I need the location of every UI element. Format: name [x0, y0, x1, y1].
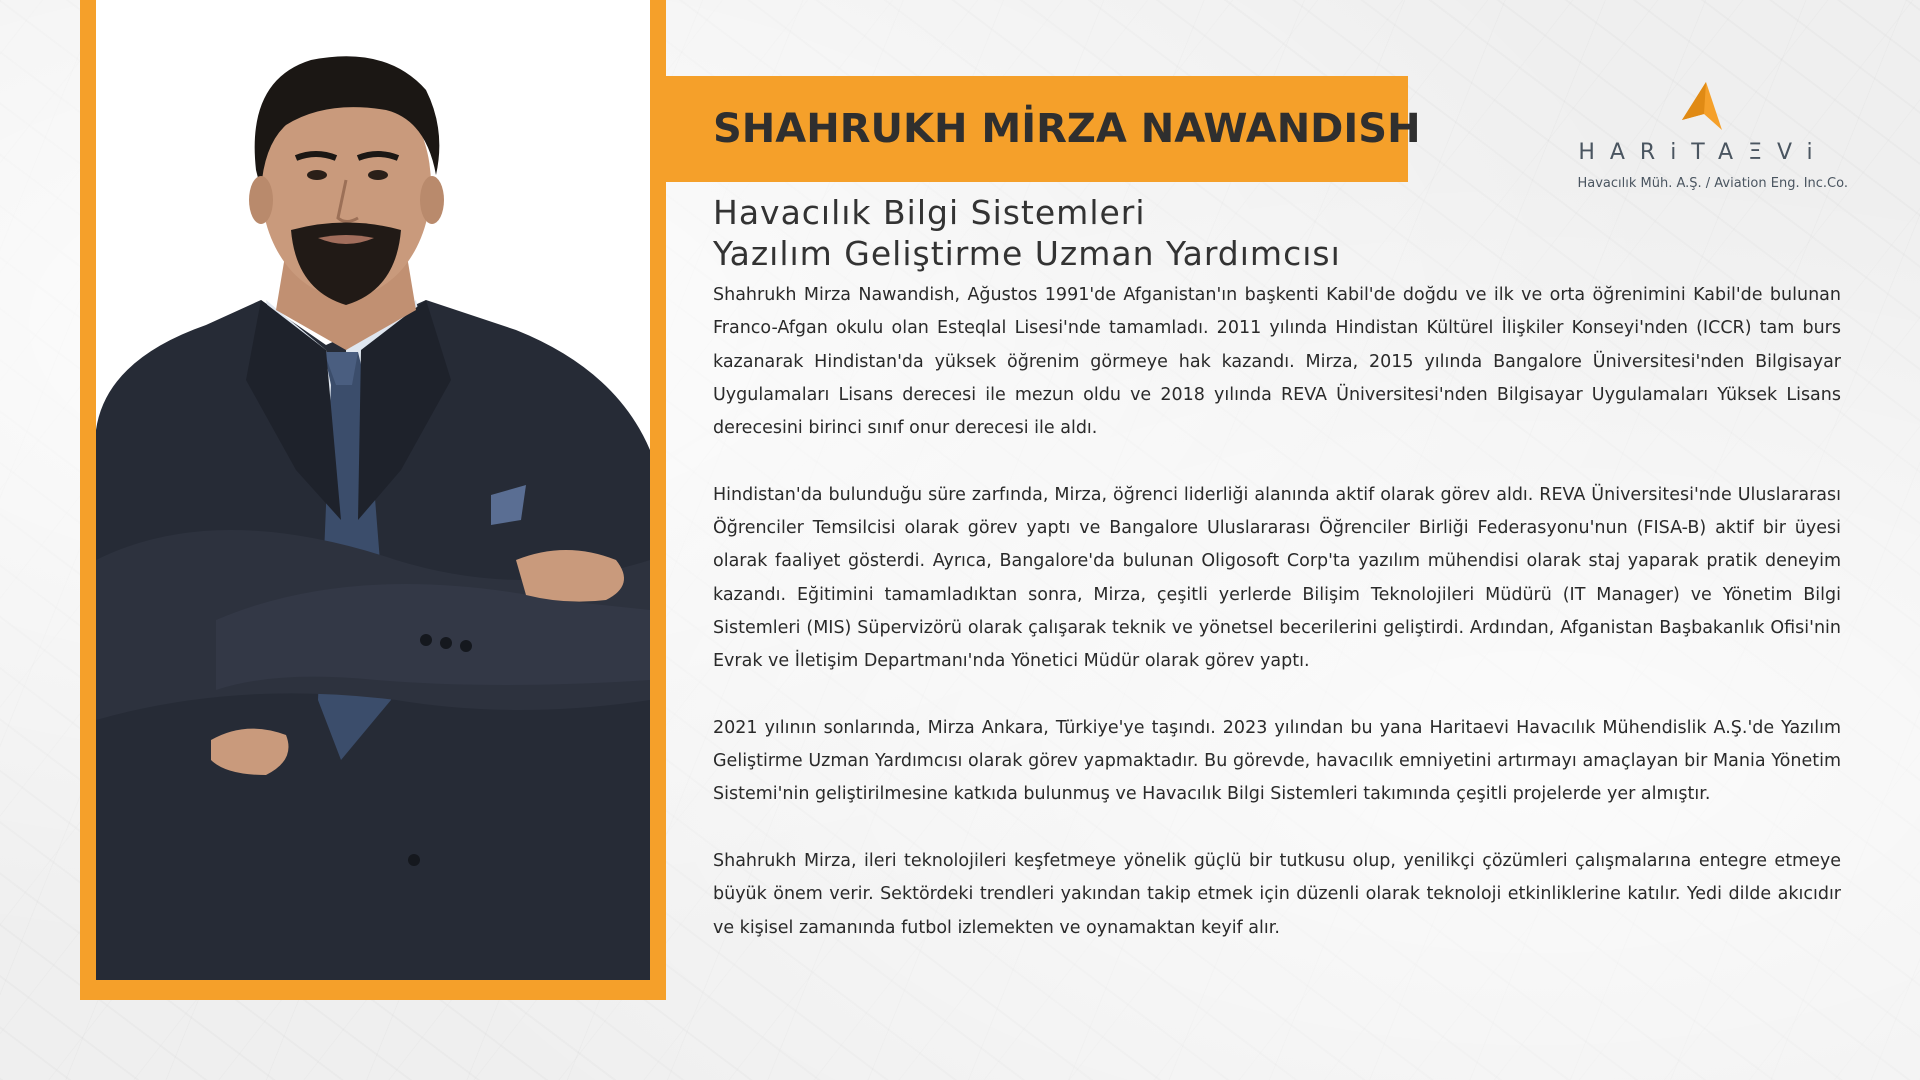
portrait-frame [80, 0, 666, 1000]
biography [713, 279, 1841, 978]
person-name: SHAHRUKH MİRZA NAWANDISH [713, 106, 1421, 152]
bio-paragraph-1: Shahrukh Mirza Nawandish, Ağustos 1991'de Afganistan'ın başkenti Kabil'de doğdu ve ilk ve orta öğrenimini Kabil'de bulunan Franco-Afgan okulu olan Esteqlal Lisesi'nde tamamladı. 2011 yılında Hindistan Kültürel İlişkiler Konseyi'nden (ICCR) tam burs kazanarak Hindistan'da yüksek öğrenim görmeye hak kazandı. Mirza, 2015 yılında Bangalore Üniversitesi'nden Bilgisayar Uygulamaları Lisans derecesi ile mezun oldu ve 2018 yılında REVA Üniversitesi'nden Bilgisayar Uygulamaları Yüksek Lisans derecesini birinci sınıf onur derecesi ile aldı. [713, 285, 1841, 439]
bio-paragraph-3: 2021 yılının sonlarında, Mirza Ankara, Türkiye'ye taşındı. 2023 yılından bu yana Haritaevi Havacılık Mühendislik A.Ş.'de Yazılım Geliştirme Uzman Yardımcısı olarak görev yapmaktadır. Bu görevde, havacılık emniyetini artırmayı amaçlayan bir Mania Yönetim Sistemi'nin geliştirilmesine katkıda bulunmuş ve Havacılık Bilgi Sistemleri takımında çeşitli projelerde yer almıştır. [713, 717, 1841, 805]
portrait-illustration [96, 0, 650, 980]
paper-plane-icon [1676, 80, 1724, 132]
logo-tagline: Havacılık Müh. A.Ş. / Aviation Eng. Inc.Co. [1577, 176, 1848, 191]
bio-paragraph-4: Shahrukh Mirza, ileri teknolojileri keşfetmeye yönelik güçlü bir tutkusu olup, yenilikçi çözümleri çalışmalarına entegre etmeye büyük önem verir. Sektördeki trendleri yakından takip etmek için düzenli olarak teknoloji etkinliklerine katılır. Yedi dilde akıcıdır ve kişisel zamanında futbol izlemekten ve oynamaktan keyif alır. [713, 851, 1841, 938]
logo-wordmark: HARiTAΞVi [1578, 140, 1828, 165]
company-logo [1558, 80, 1848, 200]
name-banner [666, 76, 1421, 182]
portrait-photo [96, 0, 650, 980]
job-title [713, 192, 1613, 274]
bio-paragraph-2: Hindistan'da bulunduğu süre zarfında, Mirza, öğrenci liderliği alanında aktif olarak görev aldı. REVA Üniversitesi'nde Uluslararası Öğrenciler Temsilcisi olarak görev yaptı ve Bangalore Uluslararası Öğrenciler Birliği Federasyonu'nun (FISA-B) aktif bir üyesi olarak faaliyet gösterdi. Ayrıca, Bangalore'da bulunan Oligosoft Corp'ta yazılım mühendisi olarak staj yaparak pratik deneyim kazandı. Eğitimini tamamladıktan sonra, Mirza, çeşitli yerlerde Bilişim Teknolojileri Müdürü (IT Manager) ve Yönetim Bilgi Sistemleri (MIS) Süpervizörü olarak çalışarak teknik ve yönetsel becerilerini geliştirdi. Ardından, Afganistan Başbakanlık Ofisi'nin Evrak ve İletişim Departmanı'nda Yönetici Müdür olarak görev yaptı. [713, 484, 1841, 672]
job-title-line-2: Yazılım Geliştirme Uzman Yardımcısı [713, 234, 1341, 273]
job-title-line-1: Havacılık Bilgi Sistemleri [713, 193, 1146, 232]
